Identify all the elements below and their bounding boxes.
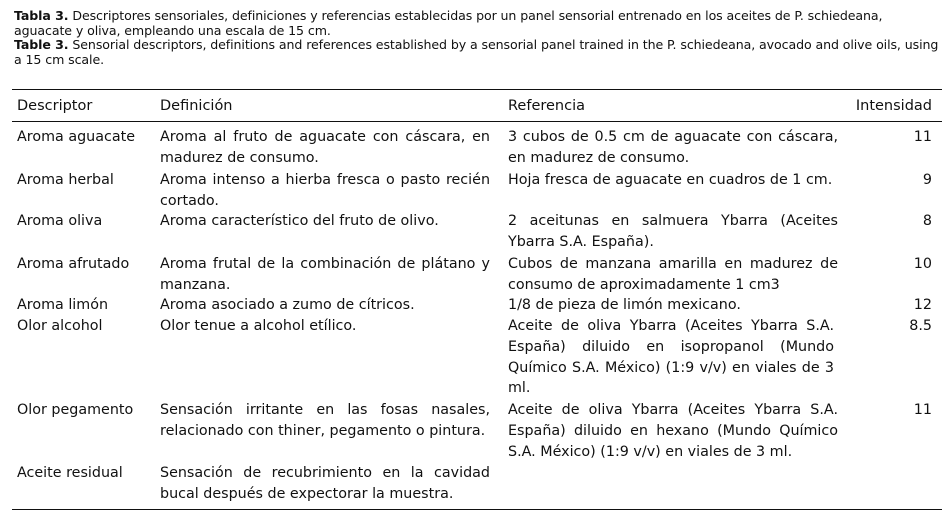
- header-definicion: Definición: [160, 98, 233, 114]
- row-6-definicion: Olor tenue a alcohol etílico.: [160, 318, 357, 334]
- header-descriptor: Descriptor: [17, 98, 93, 114]
- caption-spanish-label: Tabla 3.: [14, 8, 69, 23]
- caption-english-text: Sensorial descriptors, definitions and references established by a sensorial panel trained in the P. schiedeana, avocado and olive oils, using a 15 cm scale.: [14, 37, 939, 67]
- row-7-intensidad: 11: [913, 402, 932, 418]
- row-5-definicion: Aroma asociado a zumo de cítricos.: [160, 297, 415, 313]
- row-2-intensidad: 9: [922, 172, 932, 188]
- row-1-intensidad: 11: [913, 129, 932, 145]
- table-caption: [14, 9, 939, 67]
- row-5-intensidad: 12: [913, 297, 932, 313]
- row-3-intensidad: 8: [922, 213, 932, 229]
- table-top-rule: [12, 89, 942, 90]
- row-4-intensidad: 10: [913, 256, 932, 272]
- header-intensidad: Intensidad: [855, 98, 932, 114]
- row-2-definicion: Aroma intenso a hierba fresca o pasto recién cortado.: [160, 172, 490, 209]
- row-3-descriptor: Aroma oliva: [17, 213, 103, 229]
- caption-spanish-text: Descriptores sensoriales, definiciones y referencias establecidas por un panel sensorial entrenado en los aceites de P. schiedeana, aguacate y oliva, empleando una escala de 15 cm.: [14, 8, 883, 38]
- caption-english: [14, 38, 939, 67]
- table-header-rule: [12, 121, 942, 122]
- row-2-descriptor: Aroma herbal: [17, 172, 114, 188]
- row-7-referencia: Aceite de oliva Ybarra (Aceites Ybarra S.A. España) diluido en hexano (Mundo Químico S.A. México) (1:9 v/v) en viales de 3 ml.: [508, 402, 838, 460]
- row-6-intensidad: 8.5: [909, 318, 932, 334]
- row-5-descriptor: Aroma limón: [17, 297, 109, 313]
- row-3-definicion: Aroma característico del fruto de olivo.: [160, 213, 439, 229]
- row-4-definicion: Aroma frutal de la combinación de plátano y manzana.: [160, 256, 490, 293]
- row-2-referencia: Hoja fresca de aguacate en cuadros de 1 cm.: [508, 172, 833, 188]
- row-5-referencia: 1/8 de pieza de limón mexicano.: [508, 297, 741, 313]
- caption-english-label: Table 3.: [14, 37, 69, 52]
- row-6-descriptor: Olor alcohol: [17, 318, 103, 334]
- row-3-referencia: 2 aceitunas en salmuera Ybarra (Aceites Ybarra S.A. España).: [508, 213, 838, 250]
- row-4-referencia: Cubos de manzana amarilla en madurez de consumo de aproximadamente 1 cm3: [508, 256, 838, 293]
- header-referencia: Referencia: [508, 98, 586, 114]
- row-8-definicion: Sensación de recubrimiento en la cavidad bucal después de expectorar la muestra.: [160, 465, 490, 502]
- row-4-descriptor: Aroma afrutado: [17, 256, 130, 272]
- caption-spanish: [14, 9, 939, 38]
- row-7-descriptor: Olor pegamento: [17, 402, 134, 418]
- row-8-descriptor: Aceite residual: [17, 465, 123, 481]
- row-6-referencia: Aceite de oliva Ybarra (Aceites Ybarra S.A. España) diluido en isopropanol (Mundo Químico S.A. México) (1:9 v/v) en viales de 3 ml.: [508, 318, 834, 397]
- row-7-definicion: Sensación irritante en las fosas nasales, relacionado con thiner, pegamento o pintura.: [160, 402, 490, 439]
- row-1-descriptor: Aroma aguacate: [17, 129, 136, 145]
- table-bottom-rule: [12, 509, 942, 510]
- row-1-definicion: Aroma al fruto de aguacate con cáscara, en madurez de consumo.: [160, 129, 490, 166]
- row-1-referencia: 3 cubos de 0.5 cm de aguacate con cáscara, en madurez de consumo.: [508, 129, 838, 166]
